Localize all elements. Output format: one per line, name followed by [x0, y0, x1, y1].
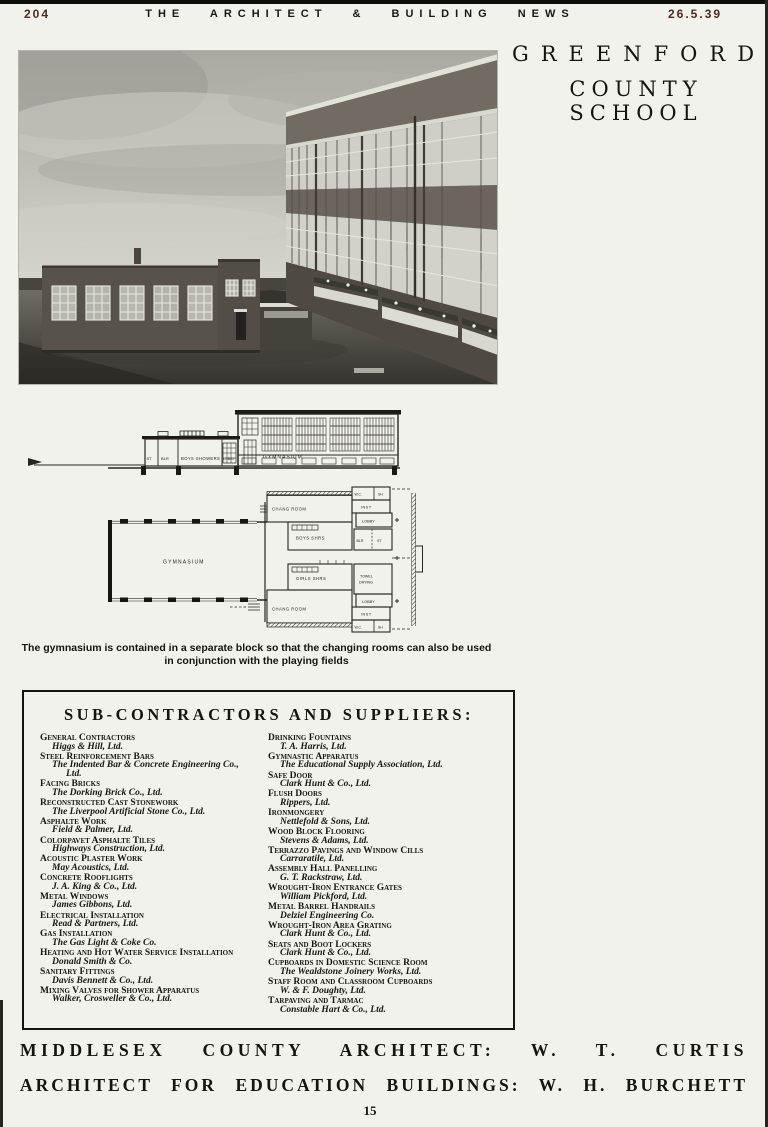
supplier-company: J. A. King & Co., Ltd.: [52, 881, 138, 892]
supplier-category: Wrought-Iron Entrance Gates: [268, 883, 402, 894]
supplier-entry: [40, 799, 255, 816]
suppliers-box: [22, 690, 515, 1030]
supplier-entry: [40, 734, 255, 751]
supplier-category: Concrete Rooflights: [40, 873, 133, 884]
plan-label-drying: DRYING: [359, 580, 373, 585]
section-label-st: ST: [146, 456, 152, 461]
supplier-company: William Pickford, Ltd.: [280, 891, 368, 902]
supplier-category: Seats and Boot Lockers: [268, 939, 372, 950]
supplier-category: Mixing Valves for Shower Apparatus: [40, 985, 200, 996]
supplier-entry: [40, 987, 255, 1004]
plan-label-lobby-bottom: LOBBY: [362, 600, 375, 604]
supplier-entry: [268, 809, 478, 826]
suppliers-columns: [40, 734, 498, 1016]
supplier-entry: [268, 753, 478, 770]
supplier-company: Carraratile, Ltd.: [280, 854, 345, 865]
gymnasium-section-drawing: [28, 410, 401, 475]
supplier-category: Gas Installation: [40, 929, 113, 940]
supplier-company: The Liverpool Artificial Stone Co., Ltd.: [52, 806, 206, 817]
supplier-entry: [268, 941, 478, 958]
credit-education-architect: ARCHITECT FOR EDUCATION BUILDINGS: W. H. BURCHETT: [20, 1075, 748, 1095]
supplier-category: Metal Barrel Handrails: [268, 902, 376, 913]
supplier-entry: [40, 874, 255, 891]
supplier-company: Field & Palmer, Ltd.: [52, 825, 134, 836]
page-folio-number: 204: [24, 7, 51, 21]
supplier-entry: [268, 978, 478, 995]
plan-label-wc-bottom: W.C.: [354, 625, 362, 630]
supplier-company: Rippers, Ltd.: [280, 797, 331, 808]
supplier-category: Tarpaving and Tarmac: [268, 995, 364, 1006]
supplier-company: Read & Partners, Ltd.: [52, 919, 139, 930]
supplier-company: Delziel Engineering Co.: [280, 910, 375, 921]
supplier-category: Drinking Fountains: [268, 733, 351, 743]
supplier-entry: [268, 959, 478, 976]
supplier-company: Clark Hunt & Co., Ltd.: [280, 948, 372, 959]
supplier-company: Clark Hunt & Co., Ltd.: [280, 779, 372, 790]
supplier-company: Donald Smith & Co.: [52, 956, 133, 967]
supplier-entry: [268, 865, 478, 882]
architectural-drawings: [20, 398, 460, 638]
supplier-company: Nettlefold & Sons, Ltd.: [280, 816, 370, 827]
plan-label-blr: BLR: [356, 539, 364, 543]
supplier-company: Higgs & Hill, Ltd.: [52, 741, 123, 752]
supplier-category: Asphalte Work: [40, 816, 107, 827]
section-label-blr: BLR: [161, 456, 169, 461]
supplier-category: Assembly Hall Panelling: [268, 864, 378, 875]
supplier-entry: [40, 837, 255, 854]
supplier-category: Gymnastic Apparatus: [268, 751, 359, 762]
supplier-company: W. & F. Doughty, Ltd.: [280, 985, 366, 996]
supplier-company: G. T. Rackstraw, Ltd.: [280, 873, 363, 884]
journal-title: THE ARCHITECT & BUILDING NEWS: [145, 8, 575, 20]
plan-label-towel: TOWEL: [360, 574, 373, 579]
page-number: 15: [363, 1103, 377, 1118]
supplier-entry: [268, 997, 478, 1014]
supplier-company: Walker, Crosweller & Co., Ltd.: [52, 994, 173, 1005]
supplier-category: Wood Block Flooring: [268, 826, 365, 837]
plan-label-lobby-top: LOBBY: [362, 519, 375, 524]
credit-county-architect: MIDDLESEX COUNTY ARCHITECT: W. T. CURTIS: [20, 1040, 748, 1060]
article-title-line2: COUNTY SCHOOL: [569, 77, 703, 125]
suppliers-column-left: [40, 734, 255, 1016]
supplier-category: Colorpavet Asphalte Tiles: [40, 835, 156, 846]
supplier-category: Safe Door: [268, 770, 313, 781]
section-label-boys-showers: BOYS SHOWERS: [181, 456, 221, 461]
supplier-entry: [268, 884, 478, 901]
supplier-category: General Contractors: [40, 733, 136, 743]
supplier-category: Acoustic Plaster Work: [40, 854, 143, 865]
plan-label-sh-bottom: SH: [378, 625, 383, 630]
caption-line1: The gymnasium is contained in a separate block so that the changing rooms can also be used: [21, 642, 492, 654]
supplier-entry: [268, 847, 478, 864]
supplier-company: Constable Hart & Co., Ltd.: [280, 1004, 386, 1015]
supplier-category: Cupboards in Domestic Science Room: [268, 958, 428, 969]
supplier-category: Ironmongery: [268, 808, 325, 819]
plan-label-boys-shrs: BOYS SHRS: [296, 535, 325, 541]
supplier-company: The Educational Supply Association, Ltd.: [280, 760, 443, 771]
supplier-category: Steel Reinforcement Bars: [40, 751, 154, 762]
supplier-entry: [40, 949, 255, 966]
supplier-company: The Dorking Brick Co., Ltd.: [52, 787, 163, 798]
supplier-entry: [40, 930, 255, 947]
supplier-company: May Acoustics, Ltd.: [52, 862, 130, 873]
supplier-entry: [268, 734, 478, 751]
issue-date: 26.5.39: [668, 7, 723, 21]
gymnasium-plan-drawing: [108, 487, 423, 632]
supplier-category: Flush Doors: [268, 789, 322, 800]
supplier-entry: [268, 790, 478, 807]
supplier-entry: [268, 922, 478, 939]
plan-label-st: ST: [377, 539, 382, 543]
supplier-category: Sanitary Fittings: [40, 966, 115, 977]
section-label-gymnasium: GYMNASIUM: [263, 454, 303, 461]
supplier-category: Wrought-Iron Area Grating: [268, 920, 392, 931]
article-title: [500, 42, 766, 125]
supplier-company: The Gas Light & Coke Co.: [52, 938, 157, 948]
supplier-entry: [40, 912, 255, 929]
supplier-entry: [40, 753, 255, 779]
suppliers-column-right: [268, 734, 478, 1016]
supplier-company: Highways Construction, Ltd.: [52, 844, 165, 855]
supplier-entry: [40, 855, 255, 872]
supplier-category: Metal Windows: [40, 891, 109, 902]
plan-label-chang-room-top: CHANG ROOM: [272, 506, 307, 512]
suppliers-heading: SUB-CONTRACTORS AND SUPPLIERS:: [63, 705, 474, 724]
supplier-category: Electrical Installation: [40, 910, 144, 921]
caption-line2: in conjunction with the playing fields: [164, 655, 349, 667]
scan-edge-top: [0, 0, 768, 4]
scan-edge-left: [0, 1000, 3, 1127]
section-label-lobby: LOBBY: [223, 457, 235, 461]
plan-label-gymnasium: GYMNASIUM: [163, 559, 205, 566]
article-title-line1: GREENFORD: [511, 42, 767, 66]
supplier-company: Davis Bennett & Co., Ltd.: [52, 975, 154, 986]
supplier-category: Facing Bricks: [40, 779, 101, 790]
supplier-company: Stevens & Adams, Ltd.: [280, 835, 369, 846]
supplier-category: Reconstructed Cast Stonework: [40, 797, 179, 808]
supplier-company: T. A. Harris, Ltd.: [280, 741, 347, 752]
supplier-entry: [268, 903, 478, 920]
photo-link-block: [260, 303, 312, 351]
supplier-entry: [40, 968, 255, 985]
supplier-category: Heating and Hot Water Service Installation: [40, 948, 234, 959]
plan-label-sh-top: SH: [378, 492, 383, 497]
supplier-entry: [268, 772, 478, 789]
plan-label-girls-shrs: GIRLS SHRS: [296, 576, 327, 581]
drawing-caption: [4, 642, 509, 668]
school-photograph: [18, 50, 498, 385]
supplier-company: The Indented Bar & Concrete Engineering Co., Ltd.: [52, 760, 239, 779]
plan-label-inst-top: INST: [361, 505, 372, 510]
supplier-entry: [40, 893, 255, 910]
supplier-company: Clark Hunt & Co., Ltd.: [280, 929, 372, 940]
plan-label-inst-bottom: INST: [361, 612, 372, 617]
supplier-entry: [40, 818, 255, 835]
supplier-entry: [40, 780, 255, 797]
supplier-category: Terrazzo Pavings and Window Cills: [268, 845, 424, 856]
supplier-category: Staff Room and Classroom Cupboards: [268, 977, 433, 988]
supplier-company: The Wealdstone Joinery Works, Ltd.: [280, 966, 422, 977]
plan-label-wc-top: W.C.: [354, 492, 362, 497]
plan-label-chang-room-bottom: CHANG ROOM: [272, 606, 307, 612]
supplier-entry: [268, 828, 478, 845]
supplier-company: James Gibbons, Ltd.: [52, 900, 133, 911]
